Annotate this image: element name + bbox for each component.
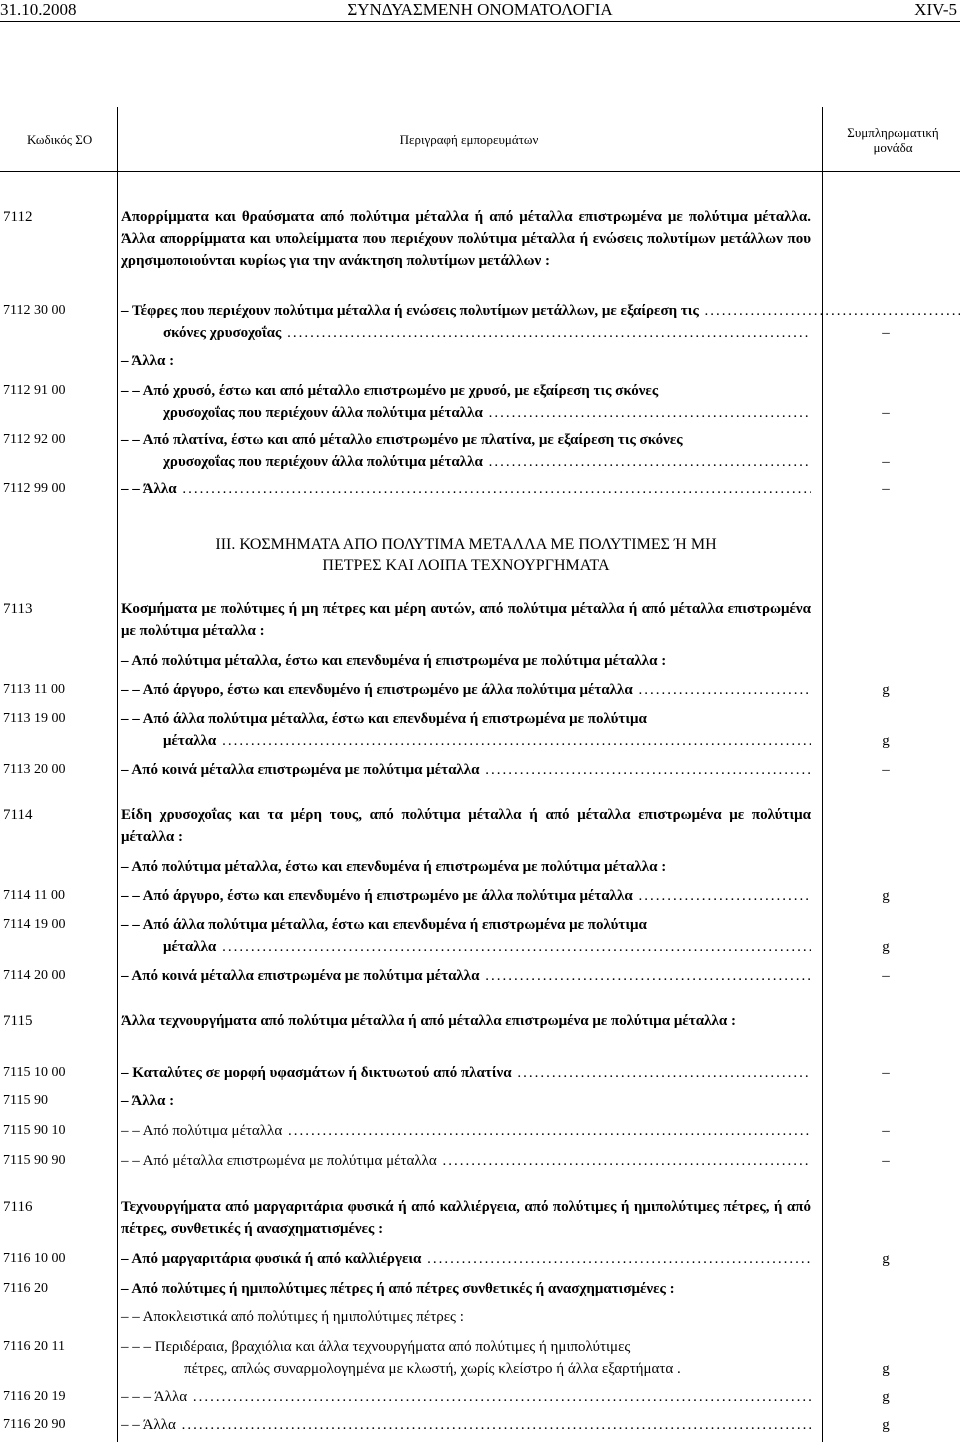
desc-7115-90-10: – – Από πολύτιμα μέταλλα .....	[121, 1120, 811, 1142]
desc-7112-30-00-cont: σκόνες χρυσοχοΐας .....	[163, 322, 811, 344]
unit-7116-20-90: g	[882, 1417, 890, 1433]
desc-7114-20-00: – Από κοινά μέταλλα επιστρωμένα με πολύτιμα μέταλλα .....	[121, 965, 811, 987]
heading-7112: Απορρίμματα και θραύσματα από πολύτιμα μέταλλα ή από μέταλλα επιστρωμένα με πολύτιμα μέταλλα. Άλλα απορρίμματα και υπολείμματα που περιέχουν πολύτιμα μέταλλα ή ενώσεις πολυτίμων μετάλλων που χρησιμοποιούνται κυρίως για την ανάκτηση πολυτίμων μετάλλων :	[121, 209, 811, 269]
column-description-heading: Περιγραφή εμπορευμάτων	[399, 132, 539, 147]
column-unit-heading: Συμπληρωματική μονάδα	[847, 125, 939, 155]
code-7113-19-00: 7113 19 00	[3, 711, 66, 726]
unit-7113-19-00: g	[882, 733, 890, 749]
code-7116-20: 7116 20	[3, 1281, 48, 1296]
desc-7112-92-00: – – Από πλατίνα, έστω και από μέταλλο επιστρωμένο με πλατίνα, με εξαίρεση τις σκόνες	[121, 432, 683, 448]
desc-7112-92-00-cont: χρυσοχοΐας που περιέχουν άλλα πολύτιμα μέταλλα .....	[163, 451, 811, 473]
desc-7113-19-00-cont: μέταλλα .....	[163, 730, 811, 752]
desc-7112-99-00: – – Άλλα .....	[121, 478, 811, 500]
code-7112-30-00: 7112 30 00	[3, 303, 66, 318]
desc-7115-10-00: – Καταλύτες σε μορφή υφασμάτων ή δικτυωτού από πλατίνα .....	[121, 1062, 811, 1084]
desc-7112-91-00-cont: χρυσοχοΐας που περιέχουν άλλα πολύτιμα μέταλλα .....	[163, 402, 811, 424]
header-date: 31.10.2008	[0, 0, 77, 19]
unit-7115-10-00: –	[882, 1065, 890, 1081]
subheading-7116-20: – – Αποκλειστικά από πολύτιμες ή ημιπολύτιμες πέτρες :	[121, 1309, 464, 1325]
code-7114-11-00: 7114 11 00	[3, 888, 65, 903]
code-7114: 7114	[3, 807, 33, 823]
desc-7115-90: – Άλλα :	[121, 1093, 175, 1109]
desc-7116-20-19: – – – Άλλα .....	[121, 1386, 811, 1408]
code-7115-90-90: 7115 90 90	[3, 1153, 66, 1168]
code-7115-90-10: 7115 90 10	[3, 1123, 66, 1138]
code-7112-99-00: 7112 99 00	[3, 481, 66, 496]
desc-7113-19-00: – – Από άλλα πολύτιμα μέταλλα, έστω και επενδυμένα ή επιστρωμένα με πολύτιμα	[121, 711, 647, 727]
header-page-number: XIV-5	[914, 0, 957, 19]
desc-7112-91-00: – – Από χρυσό, έστω και από μέταλλο επιστρωμένο με χρυσό, με εξαίρεση τις σκόνες	[121, 383, 659, 399]
code-7112-92-00: 7112 92 00	[3, 432, 66, 447]
unit-7113-20-00: –	[882, 762, 890, 778]
column-code-heading: Κωδικός ΣΟ	[27, 132, 93, 147]
code-7114-20-00: 7114 20 00	[3, 968, 66, 983]
unit-7112-99-00: –	[882, 481, 890, 497]
page-header	[0, 0, 960, 20]
desc-7116-20: – Από πολύτιμες ή ημιπολύτιμες πέτρες ή από πέτρες συνθετικές ή ανασχηματισμένες :	[121, 1281, 675, 1297]
desc-7112-30-00: – Τέφρες που περιέχουν πολύτιμα μέταλλα ή ενώσεις πολυτίμων μετάλλων, με εξαίρεση τις .....	[121, 300, 811, 322]
unit-7116-20-19: g	[882, 1389, 890, 1405]
heading-7114: Είδη χρυσοχοΐας και τα μέρη τους, από πολύτιμα μέταλλα ή από μέταλλα επιστρωμένα με πολύτιμα μέταλλα :	[121, 807, 811, 845]
heading-7115: Άλλα τεχνουργήματα από πολύτιμα μέταλλα ή από μέταλλα επιστρωμένα με πολύτιμα μέταλλα :	[121, 1013, 736, 1029]
code-7112-91-00: 7112 91 00	[3, 383, 66, 398]
unit-7116-20-11: g	[882, 1361, 890, 1377]
code-7113-20-00: 7113 20 00	[3, 762, 66, 777]
heading-7116: Τεχνουργήματα από μαργαριτάρια φυσικά ή από καλλιέργεια, από πολύτιμες ή ημιπολύτιμες πέτρες, ή από πέτρες, συνθετικές ή ανασχηματισμένες :	[121, 1199, 811, 1237]
code-7112: 7112	[3, 209, 33, 225]
unit-7114-19-00: g	[882, 939, 890, 955]
desc-7116-20-90: – – Άλλα .....	[121, 1414, 811, 1436]
unit-7112-30-00: –	[882, 325, 890, 341]
code-7114-19-00: 7114 19 00	[3, 917, 66, 932]
code-7115: 7115	[3, 1013, 33, 1029]
unit-7115-90-90: –	[882, 1153, 890, 1169]
desc-7116-20-11: – – – Περιδέραια, βραχιόλια και άλλα τεχνουργήματα από πολύτιμες ή ημιπολύτιμες	[121, 1339, 631, 1355]
code-7115-10-00: 7115 10 00	[3, 1065, 66, 1080]
heading-7113: Κοσμήματα με πολύτιμες ή μη πέτρες και μέρη αυτών, από πολύτιμα μέταλλα ή από μέταλλα επιστρωμένα με πολύτιμα μέταλλα :	[121, 601, 811, 639]
code-7116: 7116	[3, 1199, 33, 1215]
desc-7114-11-00: – – Από άργυρο, έστω και επενδυμένο ή επιστρωμένο με άλλα πολύτιμα μέταλλα .....	[121, 885, 811, 907]
unit-7116-10-00: g	[882, 1251, 890, 1267]
unit-7113-11-00: g	[882, 682, 890, 698]
desc-7113-20-00: – Από κοινά μέταλλα επιστρωμένα με πολύτιμα μέταλλα .....	[121, 759, 811, 781]
desc-7113-11-00: – – Από άργυρο, έστω και επενδυμένο ή επιστρωμένο με άλλα πολύτιμα μέταλλα .....	[121, 679, 811, 701]
desc-7116-20-11-cont: πέτρες, απλώς συναρμολογημένα με κλωστή, χωρίς κλείστρο ή άλλα εξαρτήματα .	[184, 1361, 681, 1377]
header-rule	[0, 21, 960, 22]
section-heading: III. ΚΟΣΜΗΜΑΤΑ ΑΠΟ ΠΟΛΥΤΙΜΑ ΜΕΤΑΛΛΑ ΜΕ ΠΟΛΥΤΙΜΕΣ Ή ΜΗ ΠΕΤΡΕΣ ΚΑΙ ΛΟΙΠΑ ΤΕΧΝΟΥΡΓΗΜΑΤΑ	[215, 536, 717, 574]
code-7113: 7113	[3, 601, 33, 617]
code-7115-90: 7115 90	[3, 1093, 48, 1108]
subheading-7114: – Από πολύτιμα μέταλλα, έστω και επενδυμένα ή επιστρωμένα με πολύτιμα μέταλλα :	[121, 859, 667, 875]
unit-7112-91-00: –	[882, 405, 890, 421]
column-divider-code	[117, 107, 118, 1442]
column-heading-rule	[0, 171, 960, 172]
subheading-7112-other: – Άλλα :	[121, 353, 175, 369]
code-7116-20-19: 7116 20 19	[3, 1389, 66, 1404]
unit-7114-11-00: g	[882, 888, 890, 904]
unit-7115-90-10: –	[882, 1123, 890, 1139]
unit-7114-20-00: –	[882, 968, 890, 984]
desc-7114-19-00-cont: μέταλλα .....	[163, 936, 811, 958]
desc-7114-19-00: – – Από άλλα πολύτιμα μέταλλα, έστω και επενδυμένα ή επιστρωμένα με πολύτιμα	[121, 917, 647, 933]
header-title: ΣΥΝΔΥΑΣΜΕΝΗ ΟΝΟΜΑΤΟΛΟΓΙΑ	[347, 0, 613, 19]
unit-7112-92-00: –	[882, 454, 890, 470]
column-headings	[0, 125, 960, 168]
desc-7116-10-00: – Από μαργαριτάρια φυσικά ή από καλλιέργεια .....	[121, 1248, 811, 1270]
code-7113-11-00: 7113 11 00	[3, 682, 65, 697]
code-7116-20-90: 7116 20 90	[3, 1417, 66, 1432]
code-7116-20-11: 7116 20 11	[3, 1339, 65, 1354]
subheading-7113: – Από πολύτιμα μέταλλα, έστω και επενδυμένα ή επιστρωμένα με πολύτιμα μέταλλα :	[121, 653, 667, 669]
code-7116-10-00: 7116 10 00	[3, 1251, 66, 1266]
desc-7115-90-90: – – Από μέταλλα επιστρωμένα με πολύτιμα μέταλλα .....	[121, 1150, 811, 1172]
